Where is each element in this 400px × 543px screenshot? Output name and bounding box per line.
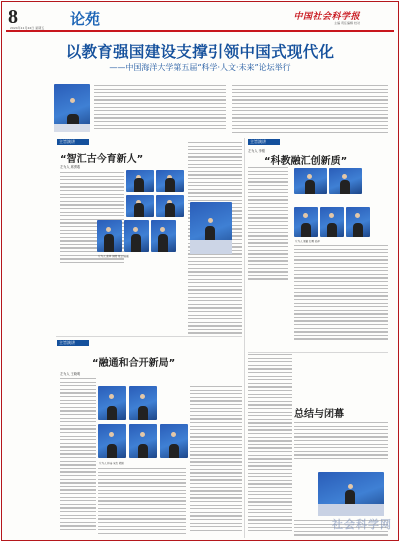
speaker-photo (346, 207, 370, 237)
newspaper-page (1, 1, 399, 541)
masthead-logo: 中国社会科学报 (293, 12, 360, 22)
speaker-photo (129, 424, 157, 458)
header-divider (6, 30, 394, 32)
section-label-bar (57, 340, 89, 346)
column-divider (56, 336, 242, 337)
forum-photo (190, 202, 232, 254)
speaker-photo (98, 424, 126, 458)
photo-caption: 左为人 张华 刘明 吴立 陈刚 (98, 255, 129, 258)
closing-photo (318, 472, 384, 516)
article-subtitle: ——中国海洋大学第五届“科学·人文·未来”论坛举行 (109, 63, 291, 72)
section-text (98, 468, 186, 538)
speaker-photo (151, 220, 176, 252)
section-text (248, 354, 292, 538)
masthead-info: 主编 责任编辑 校对 (334, 21, 360, 25)
speaker-photo (329, 168, 362, 194)
speaker-photo (320, 207, 344, 237)
lead-text-right (232, 85, 388, 137)
section-label-bar (57, 139, 89, 145)
section-heading: “智汇古今育新人” (60, 154, 144, 165)
section-text (294, 422, 388, 462)
lead-photo (54, 84, 90, 132)
speaker-photo (97, 220, 122, 252)
speaker-photo (129, 386, 157, 420)
column-divider (244, 138, 245, 538)
page-header (6, 6, 394, 30)
section-heading: “科教融汇创新质” (264, 156, 348, 167)
speaker-photo (98, 386, 126, 420)
watermark-logo: 社会科学网 (332, 518, 392, 531)
speaker-photo (126, 170, 154, 192)
photo-caption: 左为人 周敏 赵勇 孙萍 (295, 240, 320, 243)
speaker-photo (124, 220, 149, 252)
section-text (294, 245, 388, 345)
section-heading: “融通和合开新局” (92, 358, 176, 369)
section-text (190, 386, 242, 538)
section-label: 主旨演讲 (59, 340, 75, 345)
section-label: 主旨演讲 (250, 139, 266, 144)
section-author: 左为人 席勇敢 (60, 165, 81, 169)
section-label: 主旨演讲 (59, 139, 75, 144)
photo-caption: 左为人 林涛 宋杰 郭阳 (99, 462, 124, 465)
section-text (248, 167, 288, 287)
section-divider (248, 352, 388, 353)
article-title: 以教育强国建设支撑引领中国式现代化 (65, 43, 335, 61)
speaker-photo (156, 195, 184, 217)
issue-date: 2024年11月22日 星期五 (10, 26, 45, 30)
lead-text (94, 85, 226, 133)
speaker-photo (160, 424, 188, 458)
speaker-photo (294, 207, 318, 237)
section-label-bar (248, 139, 280, 145)
speaker-photo (126, 195, 154, 217)
section-author: 左为人 王晓明 (60, 372, 81, 376)
speaker-photo (156, 170, 184, 192)
section-heading: 总结与闭幕 (294, 409, 344, 420)
page-number: 8 (8, 6, 18, 28)
section-text (60, 378, 96, 538)
section-author: 左为人 李刚 (248, 149, 265, 153)
section-name: 论苑 (70, 10, 101, 28)
speaker-photo (294, 168, 327, 194)
